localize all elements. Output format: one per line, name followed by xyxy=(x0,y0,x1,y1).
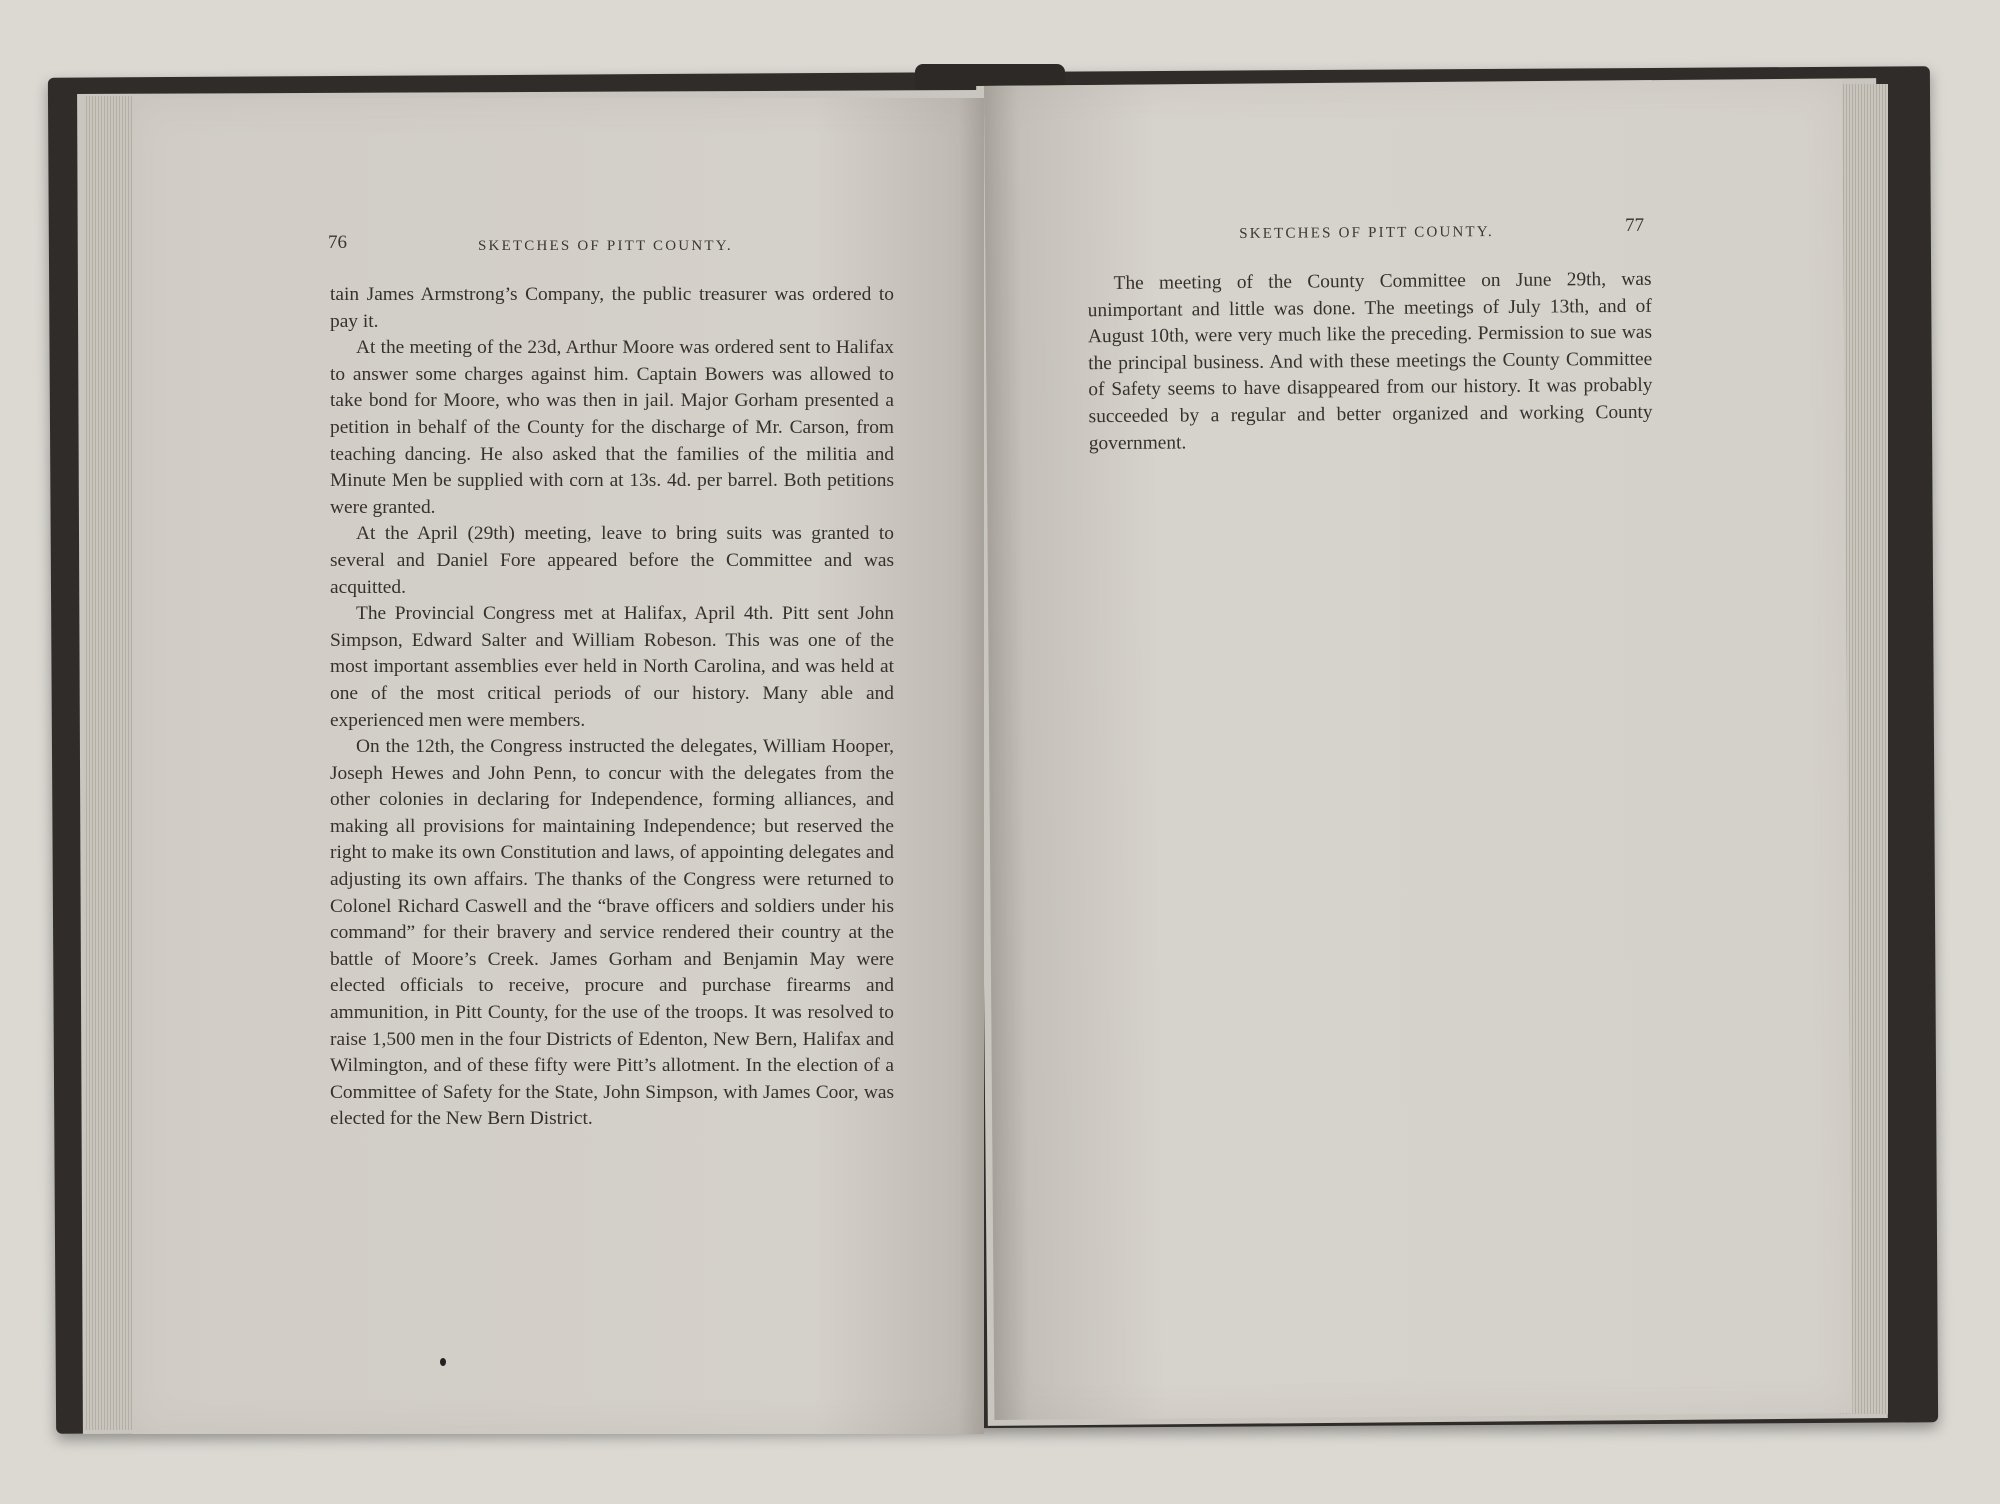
left-running-head: SKETCHES OF PITT COUNTY. xyxy=(478,238,733,254)
left-page xyxy=(132,98,984,1434)
left-page-edges xyxy=(84,96,134,1430)
right-page-number: 77 xyxy=(1625,214,1645,236)
paragraph: On the 12th, the Congress instructed the delegates, William Hooper, Joseph Hewes and John Penn, to concur with the delegates from the other colonies in declaring for Independence, forming alliances, and making all provisions for maintaining Independence; but reserved the right to make its own Constitution and laws, of appointing delegates and adjusting its own affairs. The thanks of the Congress were returned to Colonel Richard Caswell and the “brave officers and soldiers under his command” for their bravery and service rendered their country at the battle of Moore’s Creek. James Gorham and Benjamin May were elected officials to receive, procure and purchase firearms and ammunition, in Pitt County, for the use of the troops. It was resolved to raise 1,500 men in the four Districts of Edenton, New Bern, Halifax and Wilmington, and of these fifty were Pitt’s allotment. In the election of a Committee of Safety for the State, John Simpson, with James Coor, was elected for the New Bern District. xyxy=(330,736,894,1130)
right-page-text xyxy=(1087,267,1652,458)
paragraph: At the April (29th) meeting, leave to bring suits was granted to several and Daniel Fore appeared before the Committee and was acquitted. xyxy=(330,523,894,598)
right-running-head: SKETCHES OF PITT COUNTY. xyxy=(1239,223,1495,243)
left-page-text xyxy=(330,282,894,1133)
ink-speck xyxy=(440,1358,446,1366)
paragraph: The Provincial Congress met at Halifax, April 4th. Pitt sent John Simpson, Edward Salter and William Robeson. This was one of the most important assemblies ever held in North Carolina, and was held at one of the most critical periods of our history. Many able and experienced men were members. xyxy=(330,603,894,731)
right-page xyxy=(984,79,1852,1420)
left-page-number: 76 xyxy=(328,232,347,253)
paragraph: At the meeting of the 23d, Arthur Moore was ordered sent to Halifax to answer some charges against him. Captain Bowers was allowed to take bond for Moore, who was then in jail. Major Gorham presented a petition in behalf of the County for the discharge of Mr. Carson, from teaching dancing. He also asked that the families of the militia and Minute Men be supplied with corn at 13s. 4d. per barrel. Both petitions were granted. xyxy=(330,337,894,518)
paragraph: The meeting of the County Committee on June 29th, was unimportant and little was done. The meetings of July 13th, and of August 10th, were very much like the preceding. Permission to sue was the principal business. And with these meetings the County Committee of Safety seems to have disappeared from our history. It was probably succeeded by a regular and better organized and working County government. xyxy=(1087,268,1653,454)
paragraph: tain James Armstrong’s Company, the public treasurer was ordered to pay it. xyxy=(330,284,894,332)
